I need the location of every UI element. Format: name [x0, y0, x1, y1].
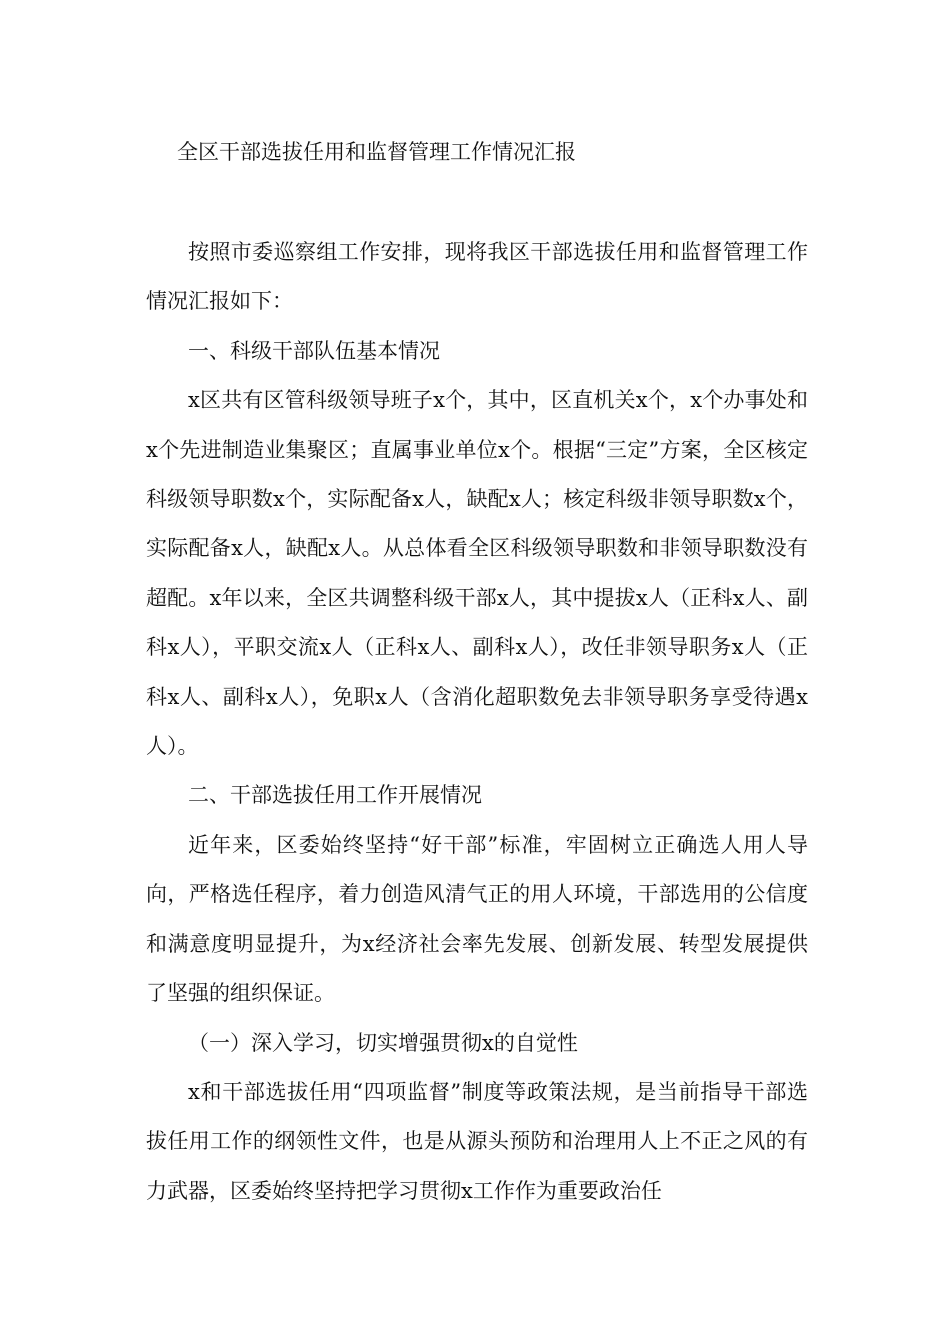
document-title: 全区干部选拔任用和监督管理工作情况汇报 — [177, 140, 576, 164]
section-2-paragraph: 近年来，区委始终坚持“好干部”标准，牢固树立正确选人用人导向，严格选任程序，着力创造风清气正的用人环境，干部选用的公信度和满意度明显提升，为x经济社会率先发展、创新发展、转型发展提供了坚强的组织保证。 — [146, 832, 808, 1006]
section-1-paragraph: x区共有区管科级领导班子x个，其中，区直机关x个，x个办事处和x个先进制造业集聚区；直属事业单位x个。根据“三定”方案，全区核定科级领导职数x个，实际配备x人，缺配x人；核定科级非领导职数x个，实际配备x人，缺配x人。从总体看全区科级领导职数和非领导职数没有超配。x年以来，全区共调整科级干部x人，其中提拔x人（正科x人、副科x人），平职交流x人（正科x人、副科x人），改任非领导职务x人（正科x人、副科x人），免职x人（含消化超职数免去非领导职务享受待遇x人）。 — [146, 388, 808, 759]
section-1-heading: 一、科级干部队伍基本情况 — [188, 338, 440, 363]
section-2-heading: 二、干部选拔任用工作开展情况 — [188, 783, 482, 808]
subsection-1-heading: （一）深入学习，切实增强贯彻x的自觉性 — [188, 1030, 578, 1055]
subsection-1-paragraph: x和干部选拔任用“四项监督”制度等政策法规，是当前指导干部选拔任用工作的纲领性文件，也是从源头预防和治理用人上不正之风的有力武器，区委始终坚持把学习贯彻x工作作为重要政治任 — [146, 1079, 808, 1203]
intro-paragraph: 按照市委巡察组工作安排，现将我区干部选拔任用和监督管理工作情况汇报如下： — [146, 240, 808, 314]
document-body — [146, 228, 808, 1216]
